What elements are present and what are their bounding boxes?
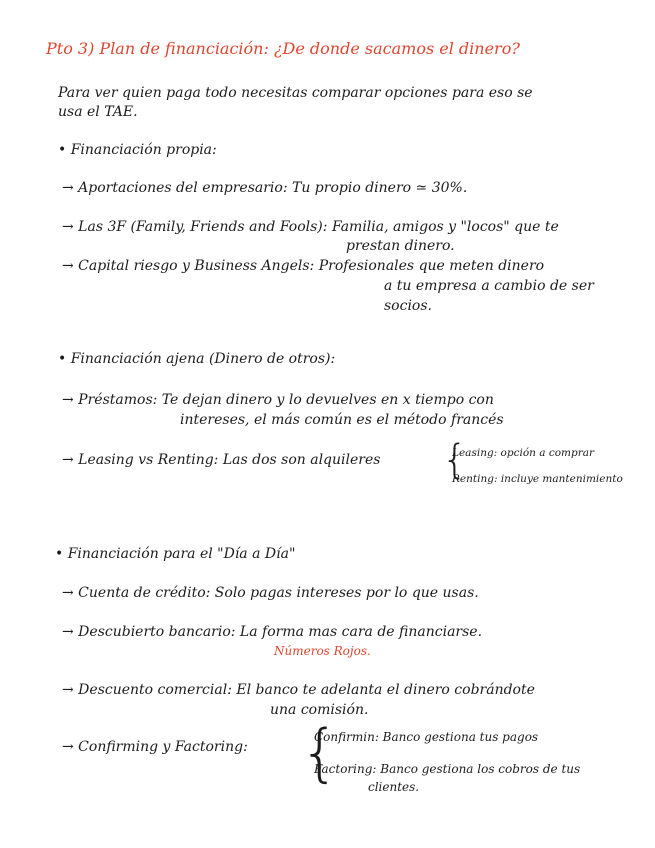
brace-confirming: {	[300, 716, 340, 789]
note-renting: Renting: incluye mantenimiento	[452, 473, 623, 485]
item-capital-line-2: a tu empresa a cambio de ser	[384, 278, 594, 294]
intro-line-1: Para ver quien paga todo necesitas comparar opciones para eso se	[58, 85, 533, 101]
item-tres-f-line-2: prestan dinero.	[346, 238, 455, 254]
item-prestamos-line-2: intereses, el más común es el método francés	[180, 412, 504, 428]
item-aportaciones: → Aportaciones del empresario: Tu propio dinero ≃ 30%.	[62, 180, 468, 196]
page-title: Pto 3) Plan de financiación: ¿De donde sacamos el dinero?	[46, 39, 520, 58]
item-descubierto: → Descubierto bancario: La forma mas cara de financiarse.	[62, 624, 483, 640]
note-factoring-line-1: Factoring: Banco gestiona los cobros de tus	[314, 762, 581, 776]
intro-line-2: usa el TAE.	[58, 104, 138, 120]
item-capital-line-3: socios.	[384, 298, 432, 314]
section-heading-ajena: • Financiación ajena (Dinero de otros):	[58, 351, 336, 367]
item-descuento-line-1: → Descuento comercial: El banco te adelanta el dinero cobrándote	[62, 682, 535, 698]
note-factoring-line-2: clientes.	[368, 780, 420, 794]
brace-leasing: {	[442, 437, 468, 483]
item-leasing: → Leasing vs Renting: Las dos son alquileres	[62, 452, 381, 468]
item-descuento-line-2: una comisión.	[270, 702, 369, 718]
section-heading-dia-a-dia: • Financiación para el "Día a Día"	[55, 546, 296, 562]
item-prestamos-line-1: → Préstamos: Te dejan dinero y lo devuelves en x tiempo con	[62, 392, 494, 408]
section-heading-propia: • Financiación propia:	[58, 142, 217, 158]
item-tres-f-line-1: → Las 3F (Family, Friends and Fools): Familia, amigos y "locos" que te	[62, 219, 559, 235]
item-capital-line-1: → Capital riesgo y Business Angels: Profesionales que meten dinero	[62, 258, 545, 274]
note-leasing: Leasing: opción a comprar	[452, 447, 595, 459]
note-confirming: Confirmin: Banco gestiona tus pagos	[314, 730, 539, 744]
item-cuenta-credito: → Cuenta de crédito: Solo pagas intereses por lo que usas.	[62, 585, 479, 601]
item-confirming: → Confirming y Factoring:	[62, 739, 248, 755]
note-numeros-rojos: Números Rojos.	[274, 644, 371, 658]
